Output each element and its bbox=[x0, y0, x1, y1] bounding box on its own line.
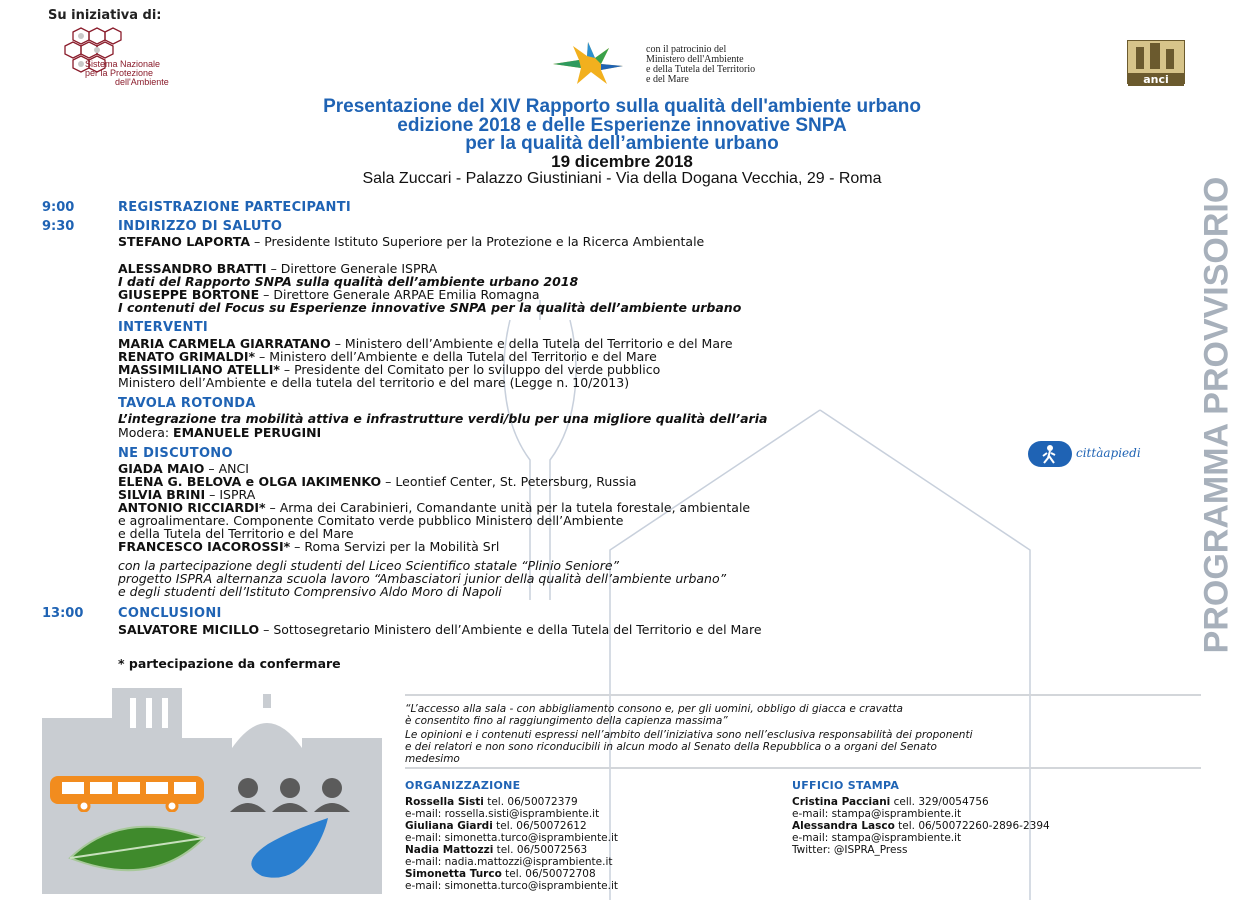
star-logo-icon bbox=[543, 38, 633, 86]
org-mail-sisti: e-mail: rossella.sisti@isprambiente.it bbox=[405, 808, 600, 820]
speaker-ricciardi: ANTONIO RICCIARDI* – Arma dei Carabinieri, Comandante unità per la tutela forestale, ambientale bbox=[118, 500, 751, 515]
section-greeting: INDIRIZZO DI SALUTO bbox=[118, 219, 283, 234]
notice-bottom-rule bbox=[405, 767, 1201, 769]
section-discussants: NE DISCUTONO bbox=[118, 446, 233, 461]
speaker-maio: GIADA MAIO – ANCI bbox=[118, 461, 249, 476]
bus-icon bbox=[48, 774, 208, 812]
anci-label: anci bbox=[1128, 73, 1184, 86]
side-label bbox=[1195, 176, 1240, 654]
press-mail-2: e-mail: stampa@isprambiente.it bbox=[792, 832, 962, 844]
section-registration: REGISTRAZIONE PARTECIPANTI bbox=[118, 200, 352, 215]
ministry-star-logo bbox=[543, 38, 633, 90]
speaker-bortone: GIUSEPPE BORTONE – Direttore Generale ARPAE Emilia Romagna bbox=[118, 287, 540, 302]
speaker-iacorossi: FRANCESCO IACOROSSI* – Roma Servizi per la Mobilità Srl bbox=[118, 539, 500, 554]
org-contact-giardi: Giuliana Giardi tel. 06/50072612 bbox=[405, 820, 587, 832]
snpa-logo-line3: dell'Ambiente bbox=[115, 77, 169, 87]
initiative-label: Su iniziativa di: bbox=[48, 8, 162, 23]
org-mail-giardi: e-mail: simonetta.turco@isprambiente.it bbox=[405, 832, 619, 844]
anci-logo bbox=[1127, 40, 1185, 84]
org-title: ORGANIZZAZIONE bbox=[405, 779, 521, 792]
org-contact-turco: Simonetta Turco tel. 06/50072708 bbox=[405, 868, 596, 880]
snpa-logo-line1: Sistema Nazionale bbox=[85, 59, 161, 69]
speaker-belova: ELENA G. BELOVA e OLGA IAKIMENKO – Leontief Center, St. Petersburg, Russia bbox=[118, 474, 637, 489]
notice-line5: medesimo bbox=[405, 753, 460, 765]
talk-bortone: I contenuti del Focus su Esperienze innovative SNPA per la qualità dell’ambiente urbano bbox=[118, 300, 742, 315]
press-contact-lasco: Alessandra Lasco tel. 06/50072260-2896-2394 bbox=[792, 820, 1050, 832]
speaker-brini: SILVIA BRINI – ISPRA bbox=[118, 487, 256, 502]
patronage-line1: con il patrocinio del bbox=[646, 44, 727, 55]
speaker-ricciardi-role3: e della Tutela del Territorio e del Mare bbox=[118, 526, 354, 541]
walking-person-icon bbox=[1028, 441, 1072, 467]
moderator: Modera: EMANUELE PERUGINI bbox=[118, 425, 322, 440]
notice-top-rule bbox=[405, 694, 1201, 696]
section-interventions: INTERVENTI bbox=[118, 320, 209, 335]
press-twitter: Twitter: @ISPRA_Press bbox=[792, 844, 908, 856]
org-mail-mattozzi: e-mail: nadia.mattozzi@isprambiente.it bbox=[405, 856, 613, 868]
patronage-line4: e del Mare bbox=[646, 74, 689, 85]
speaker-micillo: SALVATORE MICILLO – Sottosegretario Ministero dell’Ambiente e della Tutela del Territorio e del Mare bbox=[118, 622, 762, 637]
title-line1: Presentazione del XIV Rapporto sulla qualità dell'ambiente urbano bbox=[323, 96, 921, 117]
time-0930: 9:30 bbox=[42, 219, 75, 234]
event-venue: Sala Zuccari - Palazzo Giustiniani - Via della Dogana Vecchia, 29 - Roma bbox=[362, 170, 882, 187]
org-contact-mattozzi: Nadia Mattozzi tel. 06/50072563 bbox=[405, 844, 588, 856]
snpa-logo-line2: per la Protezione bbox=[85, 68, 154, 78]
footnote: * partecipazione da confermare bbox=[118, 656, 341, 671]
speaker-grimaldi: RENATO GRIMALDI* – Ministero dell’Ambiente e della Tutela del Territorio e del Mare bbox=[118, 349, 657, 364]
speaker-laporta: STEFANO LAPORTA – Presidente Istituto Superiore per la Protezione e la Ricerca Ambientale bbox=[118, 234, 705, 249]
press-mail-1: e-mail: stampa@isprambiente.it bbox=[792, 808, 962, 820]
patronage-line3: e della Tutela del Territorio bbox=[646, 64, 756, 75]
notice-line1: “L’accesso alla sala - con abbigliamento consono e, per gli uomini, obbligo di giacca e cravatta bbox=[405, 703, 903, 715]
water-drop-icon bbox=[232, 814, 342, 880]
title-line3: per la qualità dell’ambiente urbano bbox=[465, 133, 779, 154]
round-table-topic: L’integrazione tra mobilità attiva e infrastrutture verdi/blu per una migliore qualità dell’aria bbox=[118, 411, 768, 426]
bottom-illustration bbox=[42, 688, 402, 894]
speaker-atelli-role: Ministero dell’Ambiente e della tutela del territorio e del mare (Legge n. 10/2013) bbox=[118, 375, 630, 390]
citta-a-piedi-logo bbox=[1028, 441, 1178, 469]
time-0900: 9:00 bbox=[42, 200, 75, 215]
talk-bratti: I dati del Rapporto SNPA sulla qualità dell’ambiente urbano 2018 bbox=[118, 274, 579, 289]
notice-line2: è consentito fino al raggiungimento della capienza massima” bbox=[405, 715, 728, 727]
press-title: UFFICIO STAMPA bbox=[792, 779, 900, 792]
notice-line4: e dei relatori e non sono riconducibili in alcun modo al Senato della Repubblica o a organi del Senato bbox=[405, 741, 937, 753]
people-icon bbox=[220, 776, 370, 812]
students-line2: progetto ISPRA alternanza scuola lavoro “Ambasciatori junior della qualità dell’ambiente urbano” bbox=[118, 571, 727, 586]
citta-a-piedi-text: cittàapiedi bbox=[1076, 446, 1141, 460]
event-date: 19 dicembre 2018 bbox=[551, 152, 693, 171]
org-contact-sisti: Rossella Sisti tel. 06/50072379 bbox=[405, 796, 578, 808]
section-round-table: TAVOLA ROTONDA bbox=[118, 396, 256, 411]
castle-icon bbox=[1128, 41, 1184, 69]
speaker-ricciardi-role2: e agroalimentare. Componente Comitato verde pubblico Ministero dell’Ambiente bbox=[118, 513, 624, 528]
students-line3: e degli studenti dell’Istituto Comprensivo Aldo Moro di Napoli bbox=[118, 584, 502, 599]
leaf-icon bbox=[62, 818, 212, 882]
students-line1: con la partecipazione degli studenti del Liceo Scientifico statale “Plinio Seniore” bbox=[118, 558, 620, 573]
speaker-bratti: ALESSANDRO BRATTI – Direttore Generale ISPRA bbox=[118, 261, 438, 276]
side-label-text: PROGRAMMA PROVVISORIO bbox=[1197, 176, 1236, 654]
org-mail-turco: e-mail: simonetta.turco@isprambiente.it bbox=[405, 880, 619, 892]
press-contact-pacciani: Cristina Pacciani cell. 329/0054756 bbox=[792, 796, 989, 808]
patronage-line2: Ministero dell'Ambiente bbox=[646, 54, 744, 65]
title-line2: edizione 2018 e delle Esperienze innovative SNPA bbox=[397, 115, 847, 136]
time-1300: 13:00 bbox=[42, 606, 84, 621]
snpa-logo bbox=[55, 24, 255, 86]
speaker-atelli: MASSIMILIANO ATELLI* – Presidente del Comitato per lo sviluppo del verde pubblico bbox=[118, 362, 661, 377]
speaker-giarratano: MARIA CARMELA GIARRATANO – Ministero dell’Ambiente e della Tutela del Territorio e del Mare bbox=[118, 336, 733, 351]
section-conclusions: CONCLUSIONI bbox=[118, 606, 222, 621]
notice-line3: Le opinioni e i contenuti espressi nell’ambito dell’iniziativa sono nell’esclusiva responsabilità dei proponenti bbox=[405, 729, 973, 741]
